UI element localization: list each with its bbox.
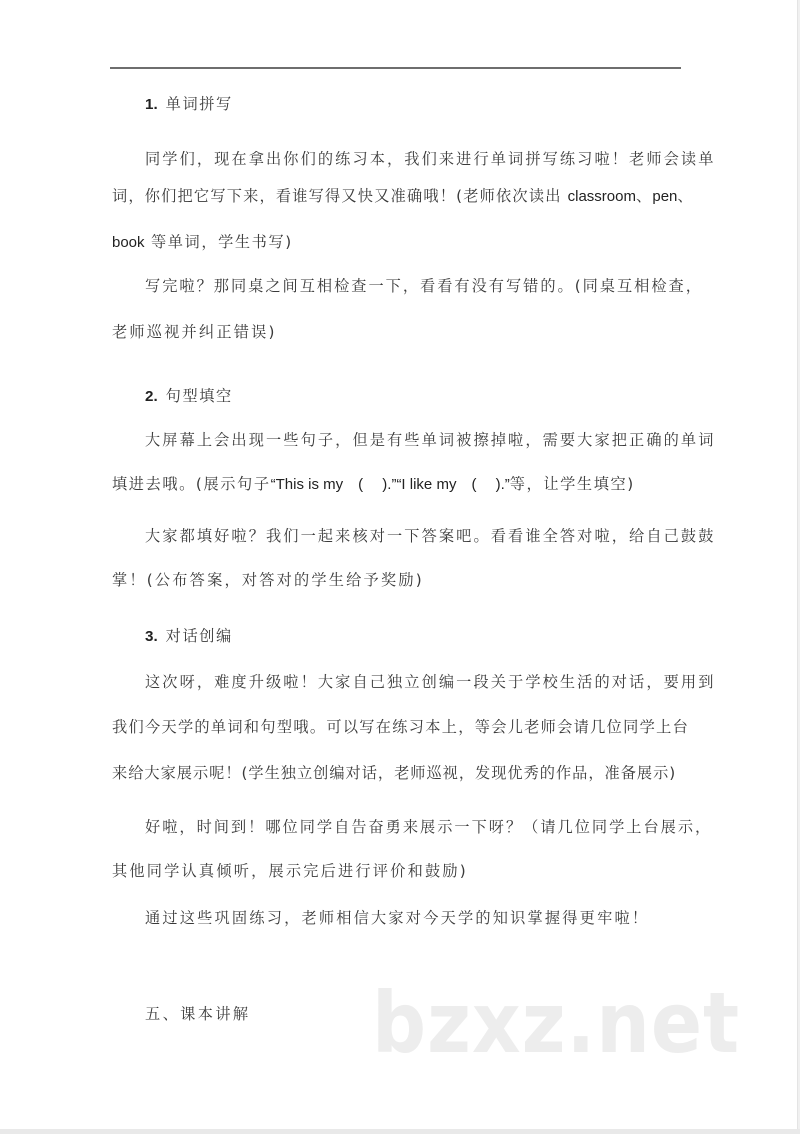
- text-run: 大屏幕上会出现一些句子，但是有些单词被擦掉啦，需要大家把正确的单词: [145, 431, 716, 449]
- text-run: 大家都填好啦？我们一起来核对一下答案吧。看看谁全答对啦，给自己鼓鼓: [145, 527, 716, 545]
- text-run: 老师巡视并纠正错误): [112, 323, 277, 341]
- text-run: 、: [635, 187, 653, 205]
- english-word: classroom: [567, 188, 636, 205]
- section-title: 五、课本讲解: [145, 1005, 251, 1023]
- paragraph-line: [145, 817, 712, 837]
- section-number: 2.: [145, 388, 158, 405]
- section-title: 句型填空: [165, 387, 233, 405]
- english-word: book: [112, 234, 145, 251]
- text-run: 等，让学生填空): [509, 475, 635, 493]
- text-run: 等单词，学生书写): [144, 233, 293, 251]
- english-word: pen: [652, 188, 678, 205]
- page-edge-bottom: [0, 1129, 800, 1134]
- paragraph-line: [112, 861, 468, 881]
- paragraph-line: [145, 672, 716, 692]
- text-run: 其他同学认真倾听，展示完后进行评价和鼓励): [112, 862, 468, 880]
- section-heading-5: [145, 1004, 251, 1024]
- text-run: 这次呀，难度升级啦！大家自己独立创编一段关于学校生活的对话，要用到: [145, 673, 716, 691]
- text-run: 同学们，现在拿出你们的练习本，我们来进行单词拼写练习啦！老师会读单: [145, 150, 716, 168]
- paragraph-line: [145, 430, 716, 450]
- section-heading-1: [145, 94, 233, 115]
- text-run: 、: [677, 187, 694, 205]
- watermark: bzxz.net: [372, 974, 741, 1072]
- text-run: 我们今天学的单词和句型哦。可以写在练习本上，等会儿老师会请几位同学上台: [112, 718, 690, 736]
- section-heading-3: [145, 626, 233, 647]
- paragraph-line: [145, 908, 649, 928]
- text-run: 填进去哦。(展示句子: [112, 475, 271, 493]
- section-title: 单词拼写: [165, 95, 233, 113]
- paragraph-line: [112, 717, 689, 737]
- section-number: 3.: [145, 628, 158, 645]
- header-rule: [110, 67, 681, 69]
- example-sentences: “This is my ( ).”“I like my ( ).”: [270, 476, 510, 493]
- text-run: 掌！(公布答案，对答对的学生给予奖励): [112, 571, 424, 589]
- paragraph-line: [145, 149, 716, 169]
- paragraph-line: [112, 763, 676, 783]
- section-number: 1.: [145, 96, 158, 113]
- paragraph-line: [112, 186, 694, 207]
- text-run: 来给大家展示呢！(学生独立创编对话，老师巡视，发现优秀的作品，准备展示): [112, 764, 677, 782]
- section-heading-2: [145, 386, 233, 407]
- paragraph-line: [145, 276, 703, 296]
- paragraph-line: [145, 526, 716, 546]
- text-run: 词，你们把它写下来，看谁写得又快又准确哦！(老师依次读出: [112, 187, 568, 205]
- section-title: 对话创编: [165, 627, 233, 645]
- paragraph-line: [112, 322, 277, 342]
- text-run: 通过这些巩固练习，老师相信大家对今天学的知识掌握得更牢啦！: [145, 909, 650, 927]
- paragraph-line: [112, 570, 424, 590]
- text-run: 好啦，时间到！哪位同学自告奋勇来展示一下呀？（请几位同学上台展示，: [145, 818, 713, 836]
- text-run: 写完啦？那同桌之间互相检查一下，看看有没有写错的。(同桌互相检查，: [145, 277, 703, 295]
- paragraph-line: [112, 474, 635, 495]
- paragraph-line: [112, 232, 293, 253]
